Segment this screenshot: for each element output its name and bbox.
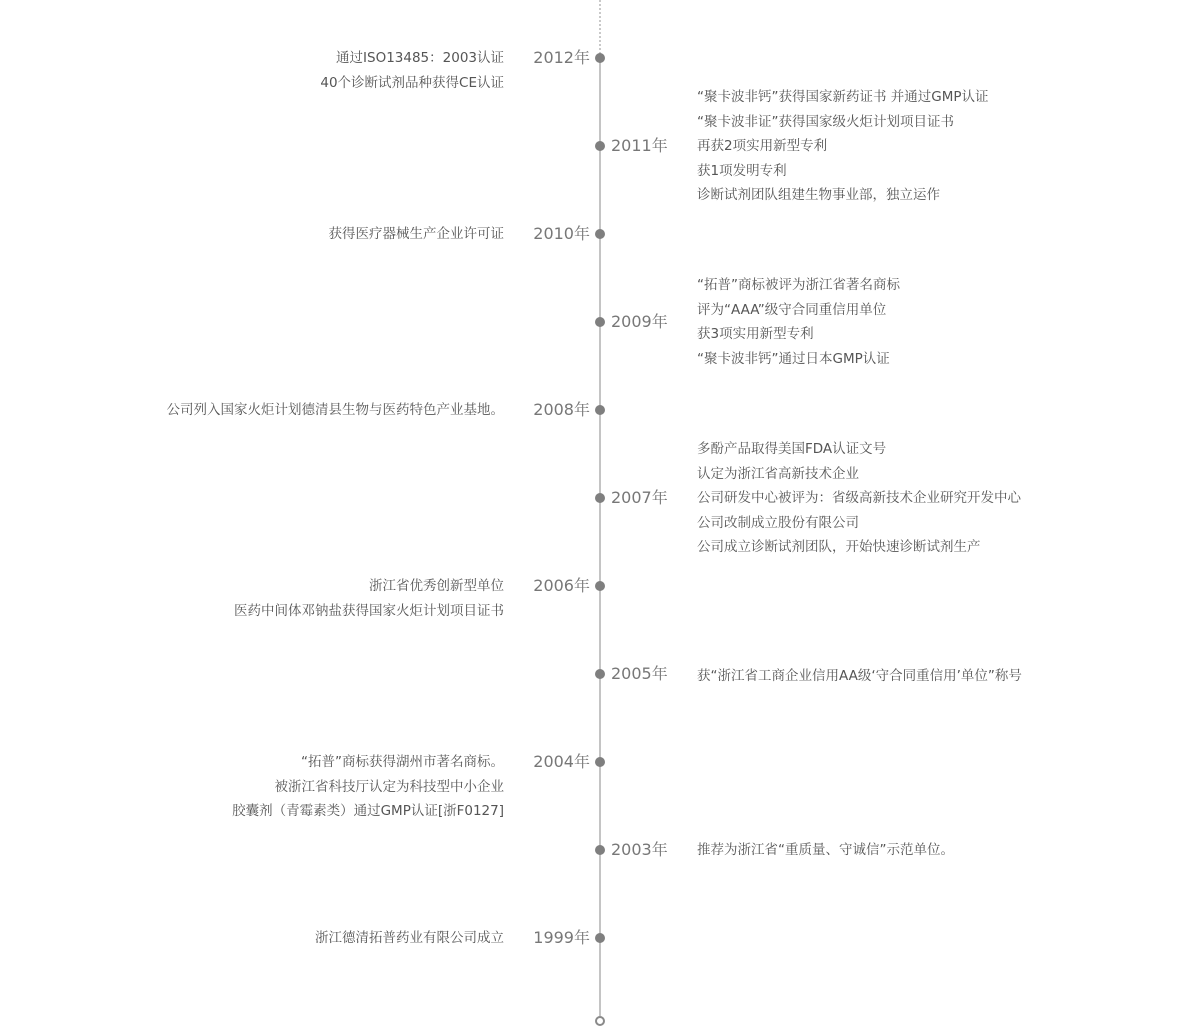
event-list: [234, 574, 504, 623]
event-item: 被浙江省科技厅认定为科技型中小企业: [274, 778, 504, 795]
event-list: [329, 222, 505, 247]
event-item: 公司成立诊断试剂团队，开始快速诊断试剂生产: [697, 539, 981, 555]
year-label: 1999年: [533, 928, 590, 947]
timeline-dot-icon: [595, 405, 605, 415]
timeline-axis-top-dotted: [599, 0, 601, 58]
event-item: 诊断试剂团队组建生物事业部，独立运作: [697, 187, 940, 203]
event-item: 获1项发明专利: [697, 162, 787, 179]
event-item: 获得医疗器械生产企业许可证: [328, 226, 504, 242]
event-item: “拓普”商标被评为浙江省著名商标: [697, 277, 900, 293]
event-item: 医药中间体邓钠盐获得国家火炬计划项目证书: [234, 602, 504, 619]
event-item: 再获2项实用新型专利: [697, 138, 828, 154]
event-list: [697, 664, 1022, 689]
timeline-dot-icon: [595, 757, 605, 767]
event-list: [697, 838, 954, 863]
timeline-dot-icon: [595, 493, 605, 503]
timeline-dot-icon: [595, 229, 605, 239]
event-item: 浙江德清拓普药业有限公司成立: [315, 930, 504, 946]
event-item: 评为“AAA”级守合同重信用单位: [697, 301, 887, 318]
event-item: “聚卡波非钙”通过日本GMP认证: [697, 350, 890, 367]
year-label: 2004年: [533, 752, 590, 771]
event-item: 获3项实用新型专利: [697, 326, 814, 342]
year-label: 2007年: [611, 488, 668, 507]
event-list: [232, 750, 504, 824]
event-item: 多酚产品取得美国FDA认证文号: [697, 441, 887, 457]
timeline-dot-icon: [595, 933, 605, 943]
event-item: 推荐为浙江省“重质量、守诚信”示范单位。: [697, 842, 954, 858]
timeline-dot-icon: [595, 845, 605, 855]
event-list: [697, 85, 989, 208]
year-label: 2011年: [611, 136, 668, 155]
event-list: [320, 46, 504, 95]
year-label: 2009年: [611, 312, 668, 331]
event-list: [315, 926, 504, 951]
event-list: [167, 398, 505, 423]
year-label: 2010年: [533, 224, 590, 243]
event-item: 40个诊断试剂品种获得CE认证: [320, 74, 504, 91]
year-label: 2003年: [611, 840, 668, 859]
event-item: 通过ISO13485：2003认证: [336, 50, 504, 66]
timeline-axis: [599, 58, 601, 1016]
event-item: “聚卡波非钙”获得国家新药证书 并通过GMP认证: [697, 89, 989, 105]
event-item: “拓普”商标获得湖州市著名商标。: [301, 754, 504, 770]
event-item: 公司研发中心被评为：省级高新技术企业研究开发中心: [697, 490, 1021, 506]
event-item: 获“浙江省工商企业信用AA级‘守合同重信用’单位”称号: [697, 668, 1022, 684]
event-item: 认定为浙江省高新技术企业: [697, 465, 859, 482]
timeline-dot-icon: [595, 581, 605, 591]
year-label: 2012年: [533, 48, 590, 67]
event-item: 胶囊剂（青霉素类）通过GMP认证[浙F0127]: [232, 803, 504, 819]
timeline-dot-icon: [595, 669, 605, 679]
event-list: [697, 273, 900, 371]
timeline-dot-icon: [595, 53, 605, 63]
timeline-end-circle-icon: [595, 1016, 605, 1026]
timeline-dot-icon: [595, 317, 605, 327]
timeline-dot-icon: [595, 141, 605, 151]
year-label: 2008年: [533, 400, 590, 419]
year-label: 2005年: [611, 664, 668, 683]
event-item: 公司改制成立股份有限公司: [697, 514, 859, 531]
event-list: [697, 437, 1021, 560]
event-item: “聚卡波非证”获得国家级火炬计划项目证书: [697, 113, 954, 130]
event-item: 公司列入国家火炬计划德清县生物与医药特色产业基地。: [166, 402, 504, 418]
event-item: 浙江省优秀创新型单位: [369, 578, 504, 594]
year-label: 2006年: [533, 576, 590, 595]
